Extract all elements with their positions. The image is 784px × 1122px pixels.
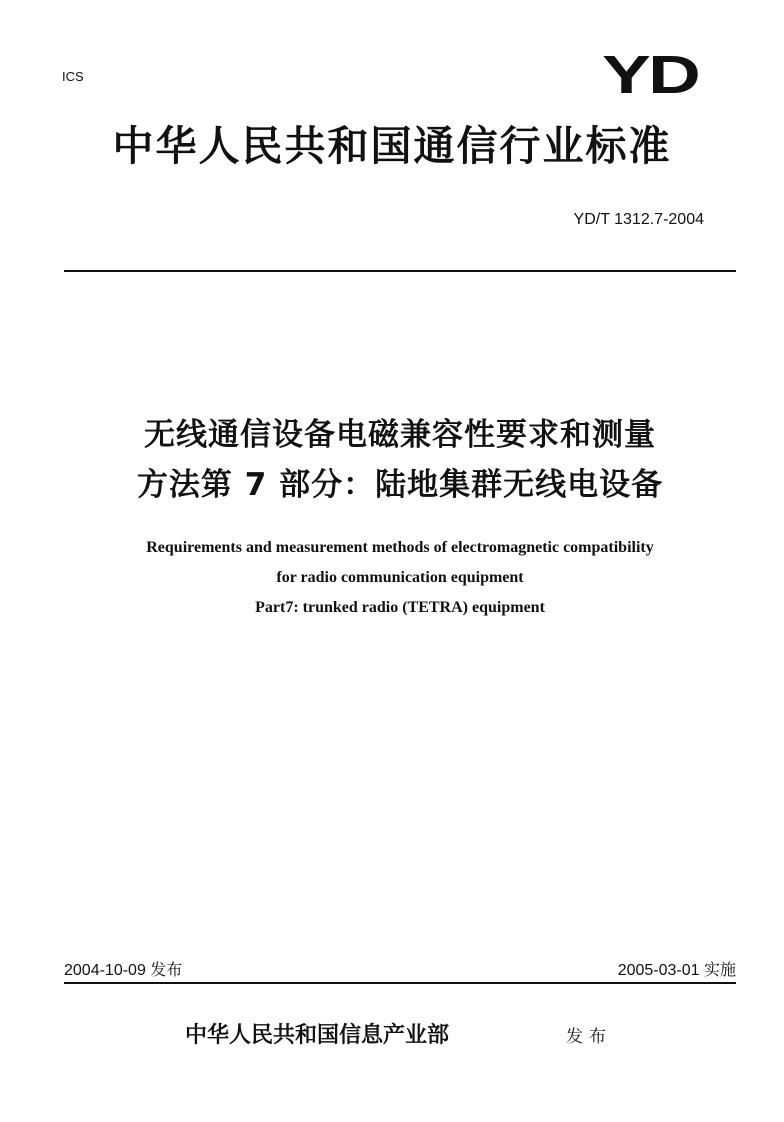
- footer-divider: [64, 982, 736, 984]
- chinese-title: [60, 410, 740, 510]
- standard-category-title: 中华人民共和国通信行业标准: [112, 122, 672, 170]
- english-title-line-2: for radio communication equipment: [276, 569, 524, 586]
- chinese-title-line-1: 无线通信设备电磁兼容性要求和测量: [144, 417, 656, 453]
- issue-date: 2004-10-09 发布: [64, 962, 183, 979]
- english-title: [40, 533, 760, 623]
- implementation-date: 2005-03-01 实施: [617, 962, 736, 979]
- english-title-line-1: Requirements and measurement methods of electromagnetic compatibility: [146, 539, 654, 556]
- publisher-action: 发布: [566, 1027, 612, 1047]
- publisher-name: 中华人民共和国信息产业部: [185, 1022, 450, 1048]
- chinese-title-line-2: 方法第 7 部分：陆地集群无线电设备: [136, 467, 664, 503]
- english-title-line-3: Part7: trunked radio (TETRA) equipment: [255, 599, 545, 616]
- header-divider: [64, 270, 736, 272]
- standard-number: YD/T 1312.7-2004: [573, 211, 704, 228]
- yd-logo: YD: [602, 45, 698, 105]
- ics-label: ICS: [62, 69, 84, 84]
